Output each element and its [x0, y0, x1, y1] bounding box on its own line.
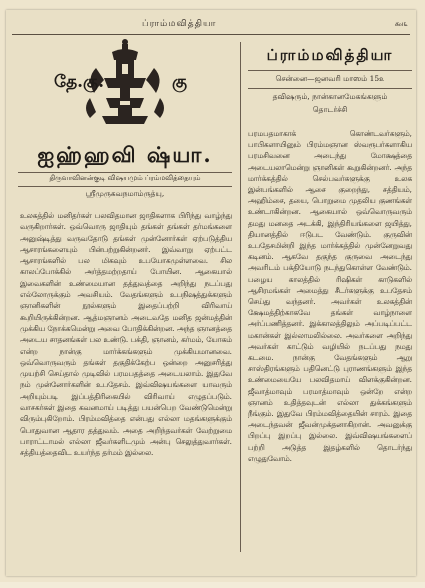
left-column [16, 38, 234, 568]
running-title: ப்ராம்மவித்தியா [142, 19, 217, 29]
temple-lamp-emblem-icon [16, 38, 234, 138]
section-label: தொடர்ச்சி [312, 105, 348, 114]
masthead-title: ஐஹ்ஹவி ஷ்யா. [37, 142, 213, 167]
masthead-side-left: தே.கு. [54, 72, 104, 92]
masthead-subline: திருவாவினன்குடி விஷயமும் ப்ரம்மவித்தையும் [49, 174, 201, 182]
masthead-side-right: கு [172, 72, 188, 92]
page-number: ௯௩ [394, 19, 408, 28]
masthead-art [16, 38, 234, 138]
right-body-text: பரமபதமாகாக் கொண்டவர்களும், பாபிகளாயினும் பிரம்மஞான ஸ்வரூபர்களாகிய பரமசிவனை அடைந்து மோக்ஷத்தை அடையலாமென்று ஞானிகள் கூறுகின்றனர். அந்த மார்க்கத்தில் செல்பவர்களுக்கு உலக இன்பங்களில் ஆசை குறைந்து, சத்தியம், அஹிம்சை, தயை, பொறுமை முதலிய குணங்கள் உண்டாகின்றன. ஆகையால் ஒவ்வொருவரும் தமது மனதை அடக்கி, இந்திரியங்களை ஜயித்து, தியானத்தில் ஈடுபட வேண்டும். குருவின் உபதேசமின்றி இந்த மார்க்கத்தில் முன்னேறுவது கடினம். ஆகவே தகுந்த குருவை அடைந்து அவரிடம் பக்தியோடு நடந்துகொள்ள வேண்டும். பழைய காலத்தில் ரிஷிகள் காடுகளில் ஆசிரமங்கள் அமைத்து சீடர்களுக்கு உபதேசம் செய்து வந்தனர். அவர்கள் உலகத்தின் க்ஷேமத்திற்காகவே தங்கள் வாழ்நாளை அர்ப்பணித்தனர். இக்காலத்திலும் அப்படிப்பட்ட மகான்கள் இல்லாமலில்லை. அவர்களை அறிந்து அவர்கள் காட்டும் வழியில் நடப்பது நமது கடமை. நான்கு வேதங்களும் ஆறு சாஸ்திரங்களும் பதினெட்டு புராணங்களும் இந்த உண்மையையே பலவிதமாய் விளக்குகின்றன. ஜீவாத்மாவும் பரமாத்மாவும் ஒன்றே என்ற ஞானம் உதித்தவுடன் எல்லா துக்கங்களும் நீங்கும். இதுவே பிரம்மவித்தையின் சாரம். இதை அடைந்தவன் ஜீவன்முக்தனாகிறான். அவனுக்கு பிறப்பு இறப்பு இல்லை. இவ்விஷயங்களைப் பற்றி அடுத்த இதழ்களில் தொடர்ந்து எழுதுவோம். [248, 129, 412, 463]
column-divider [240, 42, 241, 552]
divider [248, 70, 412, 71]
dateline: சென்னை—ஜனவரி மாஸம் 15௨ [275, 74, 385, 83]
article-subhead: தவிஷரும், நான்கானமேகங்களும் [272, 92, 388, 101]
journal-title: ப்ராம்மவித்தியா [266, 46, 394, 64]
right-column [246, 38, 414, 568]
divider [18, 186, 232, 187]
left-body-text: உலகத்தில் மனிதர்கள் பலவிதமான ஜாதிகளாக பிரிந்து வாழ்ந்து வருகிறார்கள். ஒவ்வொரு ஜாதியும் தங்கள் தங்கள் தர்மங்களை அனுஷ்டித்து வருவதோடு தங்கள் முன்னோர்கள் ஏற்படுத்திய ஆசாரங்களையும் பின்பற்றுகின்றனர். இவ்வாறு ஏற்பட்ட ஆசாரங்களில் பல மிகவும் உபயோகமுள்ளவை. சில காலப்போக்கில் அர்த்தமற்றதாய் போயின. ஆகையால் இவைகளின் உண்மையான தத்துவத்தை அறிந்து நடப்பது எல்லோருக்கும் அவசியம். வேதங்களும் உபநிஷத்துக்களும் ஞானிகளின் நூல்களும் இதைப்பற்றி விரிவாய் கூறியிருக்கின்றன. ஆத்மஞானம் அடைவதே மனித ஜன்மத்தின் முக்கிய நோக்கமென்று அவை போதிக்கின்றன. அந்த ஞானத்தை அடைய சாதனங்கள் பல உண்டு. பக்தி, ஞானம், கர்மம், யோகம் என்ற நான்கு மார்க்கங்களும் முக்கியமானவை. ஒவ்வொருவரும் தங்கள் தகுதிக்கேற்ப ஒன்றை அனுசரித்து முயற்சி செய்தால் முடிவில் பரமபதத்தை அடையலாம். இதுவே நம் முன்னோர்களின் உபதேசம். இவ்விஷயங்களை யாவரும் அறியும்படி இப்பத்திரிகையில் விரிவாய் எழுதப்படும். வாசகர்கள் இதை கவனமாய் படித்து பயன்பெற வேண்டுமென்று விரும்புகிறோம். பிரம்மவித்தை என்பது எல்லா மதங்களுக்கும் பொதுவான ஆதார தத்துவம். அதை அறிந்தவர்கள் வேற்றுமை பாராட்டாமல் எல்லா ஜீவர்களிடமும் அன்பு செலுத்துவார்கள். சத்தியத்தைவிட உயர்ந்த தர்மம் இல்லை. [20, 211, 232, 458]
journal-page [6, 10, 416, 576]
divider [248, 88, 412, 89]
divider [18, 172, 232, 173]
running-head [12, 18, 410, 35]
section-heading: ஸ்ரீமுருகவநமாம்ருத்யு, [85, 189, 165, 198]
